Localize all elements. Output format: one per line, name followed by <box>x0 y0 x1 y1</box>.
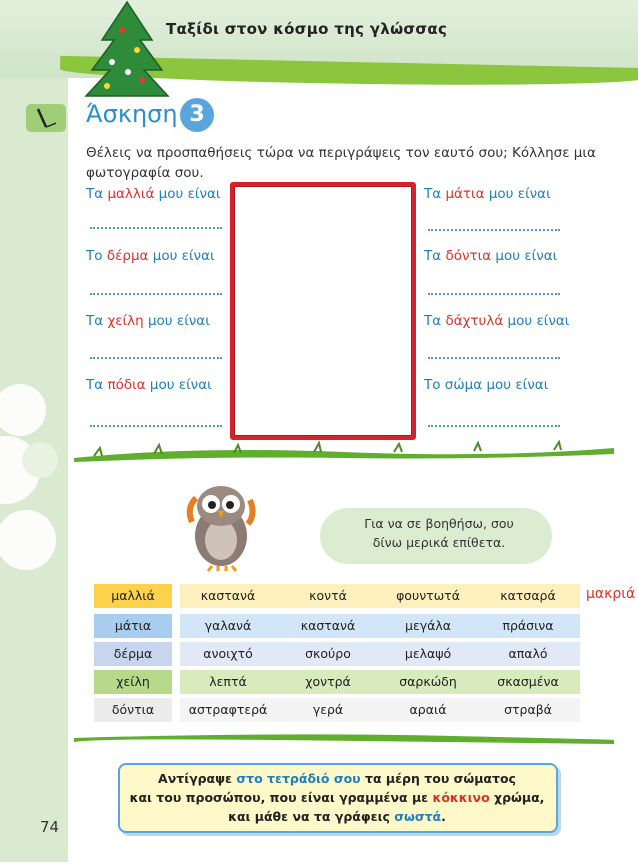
table-cell: κατσαρά <box>500 588 556 603</box>
extra-word: μακριά <box>586 586 636 602</box>
row-label: μαλλιά <box>94 584 172 608</box>
instruction-text: Θέλεις να προσπαθήσεις τώρα να περιγράψεις τον εαυτό σου; Κόλλησε μια φωτογραφία σου. <box>86 145 596 181</box>
grass-divider-bottom <box>74 728 614 748</box>
speech-bubble-text: Για να σε βοηθήσω, σου δίνω μερικά επίθετα. <box>364 516 514 550</box>
page-header-title: Ταξίδι στον κόσμο της γλώσσας <box>166 20 448 38</box>
table-cell: πράσινα <box>502 618 554 633</box>
answer-line[interactable] <box>428 356 560 359</box>
pencil-box <box>26 104 66 132</box>
row-cells <box>180 698 580 722</box>
table-cell: αστραφτερά <box>188 702 268 717</box>
table-cell: μελαψό <box>404 646 452 661</box>
row-label: δέρμα <box>94 642 172 666</box>
pencil-icon <box>26 104 66 132</box>
exercise-number: 3 <box>180 98 214 132</box>
answer-line[interactable] <box>90 226 222 229</box>
answer-line[interactable] <box>428 228 560 231</box>
table-cell: απαλό <box>508 646 548 661</box>
answer-line[interactable] <box>428 292 560 295</box>
table-cell: μεγάλα <box>405 618 451 633</box>
christmas-tree-icon <box>82 0 172 100</box>
row-label: μάτια <box>94 614 172 638</box>
grass-divider <box>74 440 614 464</box>
answer-line[interactable] <box>428 424 560 427</box>
table-cell: γερά <box>312 702 344 717</box>
row-label: χείλη <box>94 670 172 694</box>
table-cell: γαλανά <box>204 618 252 633</box>
table-cell: χοντρά <box>305 674 351 689</box>
table-cell: καστανά <box>300 618 356 633</box>
prompt-left-1: Τα μαλλιά μου είναι <box>86 186 221 202</box>
table-cell: αραιά <box>409 702 447 717</box>
prompt-left-3: Τα χείλη μου είναι <box>86 313 210 329</box>
owl-mascot-icon <box>182 478 260 572</box>
exercise-title: Άσκηση <box>86 100 178 128</box>
row-cells <box>180 584 580 608</box>
table-cell: λεπτά <box>209 674 247 689</box>
row-cells <box>180 642 580 666</box>
table-cell: καστανά <box>200 588 256 603</box>
photo-frame[interactable] <box>230 182 416 440</box>
table-cell: σκούρο <box>305 646 351 661</box>
answer-line[interactable] <box>90 356 222 359</box>
row-cells <box>180 614 580 638</box>
table-cell: κοντά <box>309 588 347 603</box>
answer-line[interactable] <box>90 424 222 427</box>
table-cell: στραβά <box>504 702 552 717</box>
answer-line[interactable] <box>90 292 222 295</box>
row-cells <box>180 670 580 694</box>
prompt-right-1: Τα μάτια μου είναι <box>424 186 551 202</box>
prompt-right-4: Το σώμα μου είναι <box>424 377 549 393</box>
table-cell: σκασμένα <box>497 674 559 689</box>
prompt-right-3: Τα δάχτυλά μου είναι <box>424 313 570 329</box>
prompt-left-2: Το δέρμα μου είναι <box>86 248 215 264</box>
table-cell: φουντωτά <box>396 588 460 603</box>
instruction-box-text: Αντίγραψε στο τετράδιό σου τα μέρη του σώματος και του προσώπου, που είναι γραμμένα με κόκκινο χρώμα, και μάθε να τα γράφεις σωστά. <box>129 771 545 824</box>
row-label: δόντια <box>94 698 172 722</box>
prompt-left-4: Τα πόδια μου είναι <box>86 377 212 393</box>
table-cell: σαρκώδη <box>399 674 457 689</box>
page-number: 74 <box>40 818 60 836</box>
table-cell: ανοιχτό <box>203 646 253 661</box>
prompt-right-2: Τα δόντια μου είναι <box>424 248 558 264</box>
